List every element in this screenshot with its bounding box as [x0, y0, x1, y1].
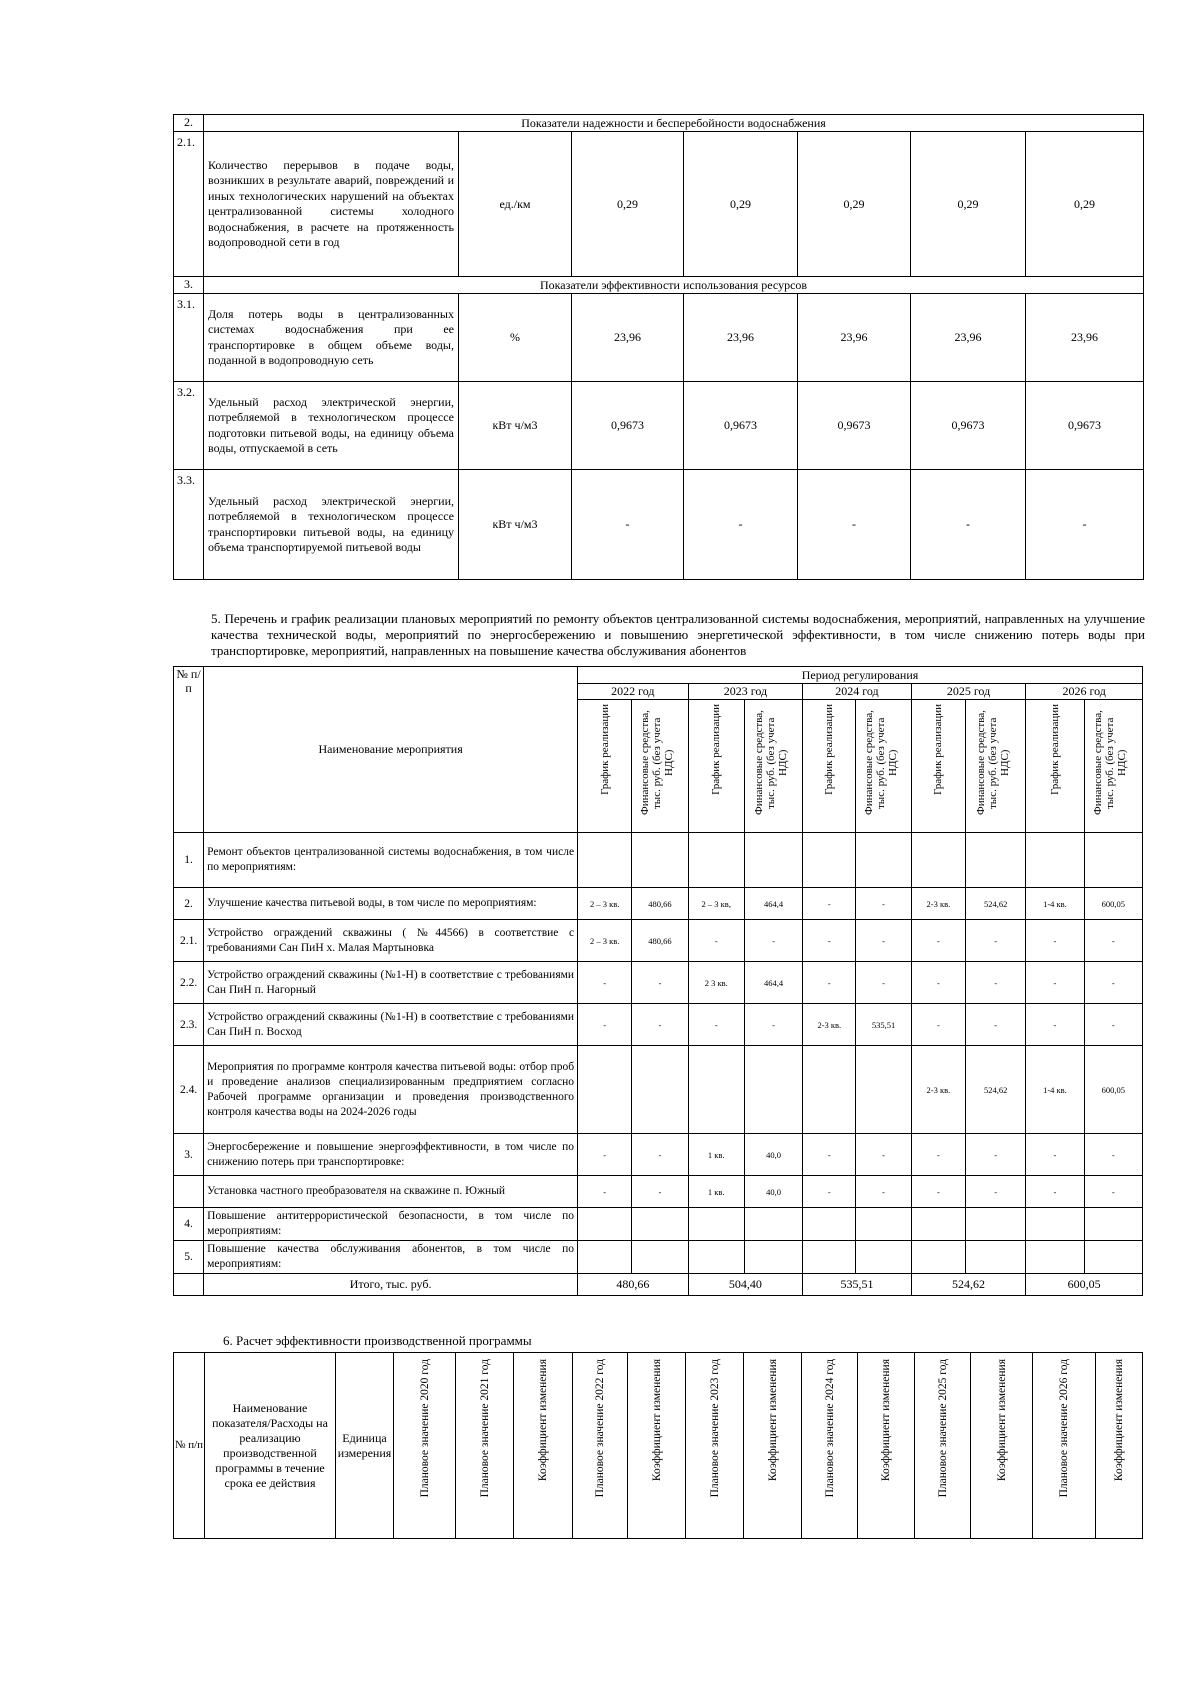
- schedule-cell: -: [578, 1004, 632, 1046]
- finance-cell: -: [856, 1176, 911, 1208]
- schedule-header-text: График реализации: [1048, 704, 1061, 795]
- total-value: 600,05: [1026, 1274, 1143, 1296]
- finance-cell: -: [632, 1134, 688, 1176]
- schedule-header: [803, 700, 856, 833]
- finance-cell: 40,0: [744, 1176, 802, 1208]
- finance-cell: [966, 1208, 1026, 1241]
- indicator-value: 0,29: [572, 132, 684, 277]
- schedule-cell: -: [578, 962, 632, 1004]
- schedule-cell: -: [1026, 1176, 1084, 1208]
- indicator-row: [174, 470, 1144, 580]
- finance-cell: -: [1084, 1134, 1142, 1176]
- col-name-header: Наименование показателя/Расходы на реализацию производственной программы в течение срока ее действия: [205, 1353, 336, 1539]
- finance-cell: -: [632, 962, 688, 1004]
- value-column-header: [686, 1353, 744, 1539]
- finance-cell: -: [1084, 962, 1142, 1004]
- finance-header: [744, 700, 802, 833]
- finance-cell: [744, 833, 802, 888]
- schedule-cell: [1026, 833, 1084, 888]
- schedule-cell: -: [1026, 920, 1084, 962]
- schedule-cell: 2 3 кв.: [688, 962, 744, 1004]
- finance-cell: [856, 1241, 911, 1274]
- year-header: 2023 год: [688, 684, 803, 700]
- schedule-cell: -: [911, 920, 965, 962]
- finance-cell: 600,05: [1084, 888, 1142, 920]
- activity-name: Улучшение качества питьевой воды, в том числе по мероприятиям:: [204, 888, 578, 920]
- value-column-header-text: Коэффициент изменения: [1113, 1359, 1125, 1482]
- section-number: 2.: [174, 115, 204, 132]
- finance-cell: -: [1084, 1004, 1142, 1046]
- schedule-cell: [1026, 1208, 1084, 1241]
- schedule-cell: [803, 833, 856, 888]
- indicator-name: Удельный расход электрической энергии, потребляемой в технологическом процессе подготовки питьевой воды, на единицу объема воды, отпускаемой в сеть: [204, 382, 459, 470]
- finance-cell: -: [856, 920, 911, 962]
- indicator-unit: ед./км: [459, 132, 572, 277]
- finance-cell: -: [966, 920, 1026, 962]
- col-name-header: Наименование мероприятия: [204, 667, 578, 833]
- schedule-cell: [803, 1046, 856, 1134]
- schedule-cell: 1-4 кв.: [1026, 1046, 1084, 1134]
- indicator-row: [174, 382, 1144, 470]
- activity-name: Устройство ограждений скважины (№1-Н) в соответствие с требованиями Сан ПиН п. Восход: [204, 1004, 578, 1046]
- schedule-cell: 2-3 кв.: [911, 888, 965, 920]
- schedule-cell: 2 – 3 кв.: [578, 920, 632, 962]
- schedule-cell: -: [911, 1004, 965, 1046]
- schedule-header: [911, 700, 965, 833]
- indicator-value: -: [572, 470, 684, 580]
- indicator-row: [174, 132, 1144, 277]
- finance-cell: [744, 1208, 802, 1241]
- value-column-header-text: Плановое значение 2020 год: [418, 1359, 431, 1498]
- schedule-header: [578, 700, 632, 833]
- indicator-value: -: [798, 470, 911, 580]
- year-header: 2025 год: [911, 684, 1026, 700]
- value-column-header: [573, 1353, 628, 1539]
- finance-header: [856, 700, 911, 833]
- activity-row: [174, 833, 1143, 888]
- indicator-value: 0,9673: [1026, 382, 1144, 470]
- activity-name: Энергосбережение и повышение энергоэффективности, в том числе по снижению потерь при транспортировке:: [204, 1134, 578, 1176]
- value-column-header-text: Коэффициент изменения: [880, 1359, 892, 1482]
- finance-header-text: Финансовые средства, тыс. руб. (без учета НДС): [974, 710, 1011, 816]
- schedule-cell: -: [803, 920, 856, 962]
- indicator-value: 23,96: [572, 294, 684, 382]
- header-row-period: [174, 667, 1143, 684]
- schedule-cell: -: [1026, 1004, 1084, 1046]
- indicator-value: 0,29: [798, 132, 911, 277]
- indicator-value: 23,96: [684, 294, 798, 382]
- finance-cell: -: [744, 1004, 802, 1046]
- finance-header: [1084, 700, 1142, 833]
- finance-cell: 600,05: [1084, 1046, 1142, 1134]
- total-empty-cell: [174, 1274, 204, 1296]
- schedule-cell: [911, 1208, 965, 1241]
- activity-name: Повышение качества обслуживания абонентов, в том числе по мероприятиям:: [204, 1241, 578, 1274]
- finance-header: [966, 700, 1026, 833]
- value-column-header: [744, 1353, 802, 1539]
- row-number: 2.4.: [174, 1046, 204, 1134]
- schedule-cell: [911, 833, 965, 888]
- value-column-header: [394, 1353, 456, 1539]
- value-column-header-text: Плановое значение 2025 год: [936, 1359, 949, 1498]
- year-header: 2022 год: [578, 684, 689, 700]
- indicator-value: 0,9673: [572, 382, 684, 470]
- finance-cell: -: [632, 1004, 688, 1046]
- finance-cell: [856, 833, 911, 888]
- row-number: 3.1.: [174, 294, 204, 382]
- finance-cell: [1084, 1241, 1142, 1274]
- efficiency-table: [173, 1352, 1143, 1539]
- activity-row: [174, 1208, 1143, 1241]
- indicator-unit: кВт ч/м3: [459, 382, 572, 470]
- value-column-header-text: Коэффициент изменения: [537, 1359, 549, 1482]
- value-column-header-text: Плановое значение 2022 год: [594, 1359, 606, 1498]
- finance-cell: 535,51: [856, 1004, 911, 1046]
- value-column-header: [514, 1353, 573, 1539]
- schedule-header-text: График реализации: [932, 704, 945, 795]
- indicator-value: 0,29: [684, 132, 798, 277]
- finance-header-text: Финансовые средства, тыс. руб. (без учета НДС): [752, 710, 789, 816]
- activity-row: [174, 1241, 1143, 1274]
- activity-row: [174, 962, 1143, 1004]
- finance-cell: [744, 1241, 802, 1274]
- finance-cell: [632, 1241, 688, 1274]
- indicator-row: [174, 294, 1144, 382]
- schedule-cell: [578, 1046, 632, 1134]
- finance-cell: 464,4: [744, 962, 802, 1004]
- finance-header-text: Финансовые средства, тыс. руб. (без учета НДС): [862, 710, 899, 816]
- finance-cell: -: [966, 1134, 1026, 1176]
- row-number: 5.: [174, 1241, 204, 1274]
- value-column-header: [971, 1353, 1033, 1539]
- value-column-header-text: Плановое значение 2026 год: [1058, 1359, 1070, 1498]
- schedule-header-text: График реализации: [710, 704, 723, 795]
- section5-title: 5. Перечень и график реализации плановых мероприятий по ремонту объектов централизованной системы водоснабжения, мероприятий, направленных на улучшение качества технической воды, мероприятий по энергосбережению и повышению энергетической эффективности, в том числе снижению потерь воды при транспортировке, мероприятий, направленных на повышение качества обслуживания абонентов: [211, 611, 1145, 658]
- value-column-header: [456, 1353, 514, 1539]
- value-column-header-text: Коэффициент изменения: [650, 1359, 663, 1482]
- value-column-header: [858, 1353, 915, 1539]
- value-column-header: [802, 1353, 858, 1539]
- activity-row: [174, 888, 1143, 920]
- year-header: 2026 год: [1026, 684, 1143, 700]
- activity-name: Мероприятия по программе контроля качества питьевой воды: отбор проб и проведение анализов специализированным предприятием согласно Рабочей программе организации и проведения производственного контроля качества воды на 2024-2026 годы: [204, 1046, 578, 1134]
- finance-cell: [632, 1208, 688, 1241]
- indicator-value: 0,9673: [684, 382, 798, 470]
- schedule-cell: [578, 1208, 632, 1241]
- finance-cell: [966, 1241, 1026, 1274]
- schedule-cell: -: [578, 1176, 632, 1208]
- schedule-header: [688, 700, 744, 833]
- indicator-unit: %: [459, 294, 572, 382]
- value-column-header: [628, 1353, 686, 1539]
- schedule-header: [1026, 700, 1084, 833]
- finance-cell: -: [966, 1004, 1026, 1046]
- indicator-value: 0,29: [911, 132, 1026, 277]
- schedule-cell: [578, 833, 632, 888]
- activity-name: Устройство ограждений скважины (№1-Н) в соответствие с требованиями Сан ПиН п. Нагорный: [204, 962, 578, 1004]
- schedule-cell: 1 кв.: [688, 1176, 744, 1208]
- row-number: 4.: [174, 1208, 204, 1241]
- finance-cell: 524,62: [966, 1046, 1026, 1134]
- schedule-cell: -: [1026, 1134, 1084, 1176]
- activity-name: Установка частного преобразователя на скважине п. Южный: [204, 1176, 578, 1208]
- row-number: 3.3.: [174, 470, 204, 580]
- section6-title: 6. Расчет эффективности производственной программы: [223, 1333, 532, 1348]
- indicators-table: [173, 114, 1144, 580]
- finance-cell: -: [856, 1134, 911, 1176]
- finance-cell: [966, 833, 1026, 888]
- col-unit-header: Единица измерения: [336, 1353, 394, 1539]
- finance-cell: [632, 833, 688, 888]
- value-column-header: [915, 1353, 971, 1539]
- schedule-cell: -: [911, 962, 965, 1004]
- value-column-header-text: Коэффициент изменения: [995, 1359, 1008, 1482]
- activity-row: [174, 1134, 1143, 1176]
- total-value: 535,51: [803, 1274, 912, 1296]
- total-label: Итого, тыс. руб.: [204, 1274, 578, 1296]
- finance-cell: -: [1084, 1176, 1142, 1208]
- finance-cell: -: [856, 888, 911, 920]
- section-header-row: [174, 115, 1144, 132]
- activity-row: [174, 920, 1143, 962]
- indicator-value: 23,96: [798, 294, 911, 382]
- schedule-cell: [688, 1046, 744, 1134]
- schedule-cell: [803, 1208, 856, 1241]
- indicator-value: -: [911, 470, 1026, 580]
- schedule-cell: 2 – 3 кв,: [688, 888, 744, 920]
- schedule-cell: [1026, 1241, 1084, 1274]
- schedule-cell: -: [803, 962, 856, 1004]
- schedule-cell: -: [578, 1134, 632, 1176]
- col-number-header: № п/п: [174, 667, 204, 833]
- finance-cell: -: [632, 1176, 688, 1208]
- finance-header: [632, 700, 688, 833]
- activity-name: Ремонт объектов централизованной системы водоснабжения, в том числе по мероприятиям:: [204, 833, 578, 888]
- indicator-value: -: [684, 470, 798, 580]
- schedule-cell: -: [688, 1004, 744, 1046]
- schedule-cell: -: [1026, 962, 1084, 1004]
- finance-cell: 480,66: [632, 920, 688, 962]
- finance-cell: [1084, 1208, 1142, 1241]
- activities-table: [173, 666, 1143, 1296]
- finance-cell: -: [966, 962, 1026, 1004]
- value-column-header: [1096, 1353, 1143, 1539]
- total-row: [174, 1274, 1143, 1296]
- schedule-cell: -: [803, 888, 856, 920]
- indicator-value: 0,9673: [911, 382, 1026, 470]
- indicator-value: 23,96: [911, 294, 1026, 382]
- finance-cell: 40,0: [744, 1134, 802, 1176]
- activity-row: [174, 1046, 1143, 1134]
- row-number: [174, 1176, 204, 1208]
- col-number-header: № п/п: [174, 1353, 205, 1539]
- schedule-cell: 1 кв.: [688, 1134, 744, 1176]
- indicator-value: 0,29: [1026, 132, 1144, 277]
- schedule-cell: [688, 1208, 744, 1241]
- schedule-cell: 2-3 кв.: [911, 1046, 965, 1134]
- total-value: 524,62: [911, 1274, 1026, 1296]
- finance-cell: -: [744, 920, 802, 962]
- indicator-name: Доля потерь воды в централизованных системах водоснабжения при ее транспортировке в общем объеме воды, поданной в водопроводную сеть: [204, 294, 459, 382]
- schedule-cell: 1-4 кв.: [1026, 888, 1084, 920]
- row-number: 2.1.: [174, 132, 204, 277]
- finance-cell: [856, 1208, 911, 1241]
- activity-name: Устройство ограждений скважины ( №44566) в соответствие с требованиями Сан ПиН х. Малая Мартыновка: [204, 920, 578, 962]
- schedule-cell: -: [803, 1176, 856, 1208]
- finance-cell: [744, 1046, 802, 1134]
- schedule-cell: 2-3 кв.: [803, 1004, 856, 1046]
- value-column-header-text: Плановое значение 2024 год: [823, 1359, 836, 1498]
- indicator-name: Удельный расход электрической энергии, потребляемой в технологическом процессе транспортировки питьевой воды, на единицу объема транспортируемой питьевой воды: [204, 470, 459, 580]
- value-column-header-text: Плановое значение 2021 год: [478, 1359, 491, 1498]
- activity-name: Повышение антитеррористической безопасности, в том числе по мероприятиям:: [204, 1208, 578, 1241]
- schedule-cell: -: [911, 1134, 965, 1176]
- finance-cell: 464,4: [744, 888, 802, 920]
- schedule-header-text: График реализации: [598, 704, 611, 795]
- row-number: 1.: [174, 833, 204, 888]
- finance-header-text: Финансовые средства, тыс. руб. (без учета НДС): [638, 710, 675, 816]
- activity-row: [174, 1004, 1143, 1046]
- finance-header-text: Финансовые средства, тыс. руб. (без учета НДС): [1092, 710, 1129, 816]
- finance-cell: [856, 1046, 911, 1134]
- schedule-cell: 2 – 3 кв.: [578, 888, 632, 920]
- finance-cell: [1084, 833, 1142, 888]
- schedule-cell: [688, 1241, 744, 1274]
- finance-cell: -: [1084, 920, 1142, 962]
- value-column-header: [1033, 1353, 1096, 1539]
- section-title: Показатели надежности и бесперебойности водоснабжения: [204, 115, 1144, 132]
- finance-cell: 480,66: [632, 888, 688, 920]
- total-value: 480,66: [578, 1274, 689, 1296]
- indicator-unit: кВт ч/м3: [459, 470, 572, 580]
- finance-cell: -: [856, 962, 911, 1004]
- schedule-cell: -: [688, 920, 744, 962]
- activity-row: [174, 1176, 1143, 1208]
- schedule-cell: [911, 1241, 965, 1274]
- row-number: 2.2.: [174, 962, 204, 1004]
- row-number: 2.: [174, 888, 204, 920]
- schedule-cell: -: [911, 1176, 965, 1208]
- row-number: 2.3.: [174, 1004, 204, 1046]
- schedule-cell: [688, 833, 744, 888]
- indicator-value: 23,96: [1026, 294, 1144, 382]
- section-header-row: [174, 277, 1144, 294]
- value-column-header-text: Плановое значение 2023 год: [708, 1359, 721, 1498]
- schedule-cell: [803, 1241, 856, 1274]
- schedule-cell: [578, 1241, 632, 1274]
- year-header: 2024 год: [803, 684, 912, 700]
- finance-cell: -: [966, 1176, 1026, 1208]
- row-number: 3.: [174, 1134, 204, 1176]
- total-value: 504,40: [688, 1274, 803, 1296]
- indicator-name: Количество перерывов в подаче воды, возникших в результате аварий, повреждений и иных технологических нарушений на объектах централизованной системы холодного водоснабжения, в расчете на протяженность водопроводной сети в год: [204, 132, 459, 277]
- indicator-value: 0,9673: [798, 382, 911, 470]
- finance-cell: 524,62: [966, 888, 1026, 920]
- row-number: 3.2.: [174, 382, 204, 470]
- indicator-value: -: [1026, 470, 1144, 580]
- finance-cell: [632, 1046, 688, 1134]
- value-column-header-text: Коэффициент изменения: [766, 1359, 779, 1482]
- schedule-cell: -: [803, 1134, 856, 1176]
- schedule-header-text: График реализации: [823, 704, 836, 795]
- section-number: 3.: [174, 277, 204, 294]
- row-number: 2.1.: [174, 920, 204, 962]
- section-title: Показатели эффективности использования ресурсов: [204, 277, 1144, 294]
- period-header: Период регулирования: [578, 667, 1143, 684]
